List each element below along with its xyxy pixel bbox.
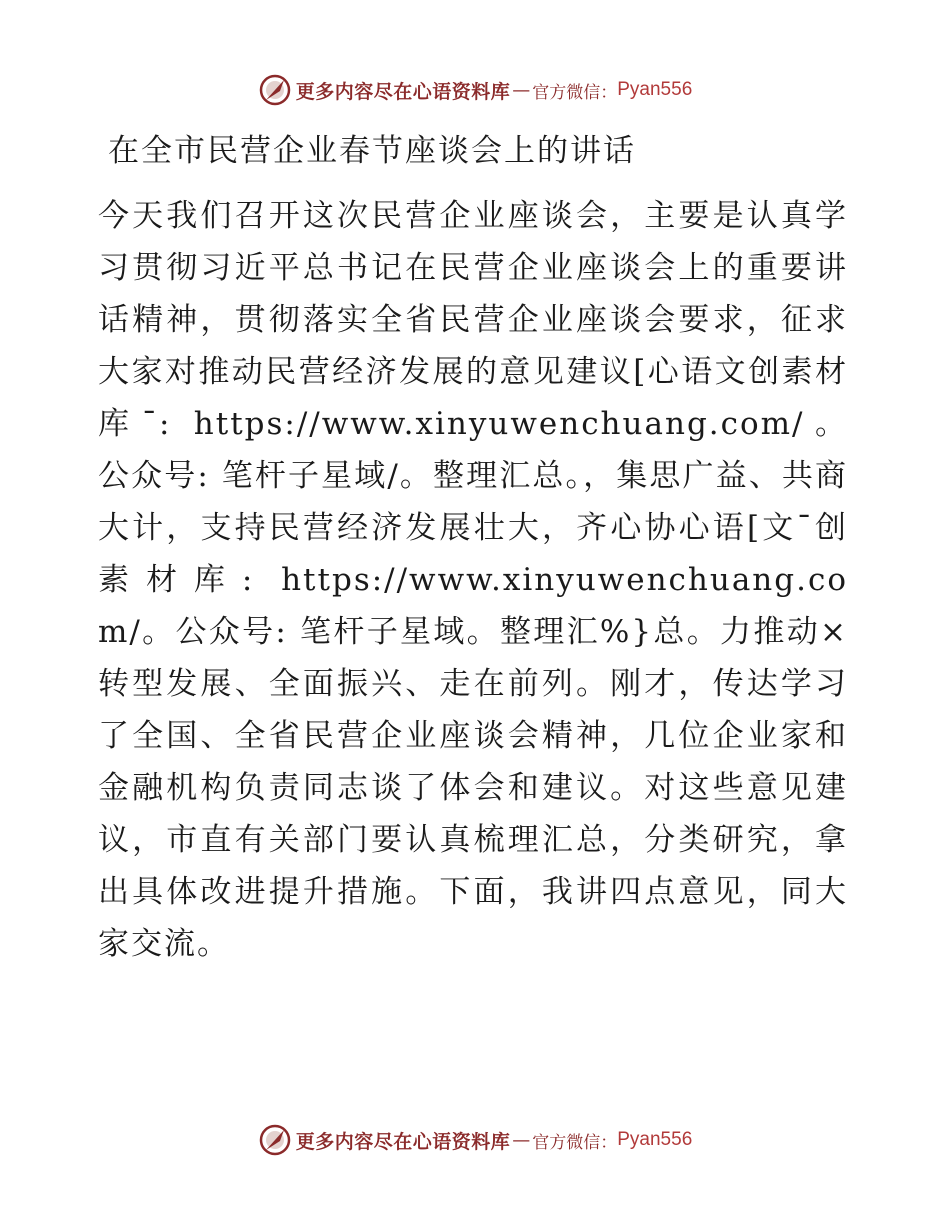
watermark-text: 更多内容尽在心语资料库: [295, 1130, 511, 1153]
watermark-text: 更多内容尽在心语资料库: [295, 80, 511, 103]
quill-seal-icon: [258, 1123, 292, 1157]
watermark-separator: —: [512, 1129, 531, 1151]
watermark-separator: —: [512, 79, 531, 101]
watermark-banner-top: [0, 70, 950, 110]
watermark-banner-bottom: [0, 1120, 950, 1160]
document-paragraph: 今天我们召开这次民营企业座谈会，主要是认真学习贯彻习近平总书记在民营企业座谈会上的重要讲话精神，贯彻落实全省民营企业座谈会要求，征求大家对推动民营经济发展的意见建议[心语文创素材库¯: https://www.xinyuwenchuang.com/。公众号: 笔杆子星域/。整理汇总。，集思广益、共商大计，支持民营经济发展壮大，齐心协心语[文¯创素材库: https://www.xinyuwenchuang.com/。公众号: 笔杆子星域。整理汇%}总。力推动×转型发展、全面振兴、走在前列。刚才，传达学习了全国、全省民营企业座谈会精神，几位企业家和金融机构负责同志谈了体会和建议。对这些意见建议，市直有关部门要认真梳理汇总，分类研究，拿出具体改进提升措施。下面，我讲四点意见，同大家交流。: [98, 198, 848, 962]
document-title: 在全市民营企业春节座谈会上的讲话: [108, 133, 636, 169]
quill-seal-icon: [258, 73, 292, 107]
watermark-wechat-id: Pyan556: [617, 79, 693, 100]
watermark-wechat-id: Pyan556: [617, 1129, 693, 1150]
watermark-label: 官方微信：: [532, 1132, 618, 1153]
watermark-label: 官方微信：: [532, 82, 618, 103]
